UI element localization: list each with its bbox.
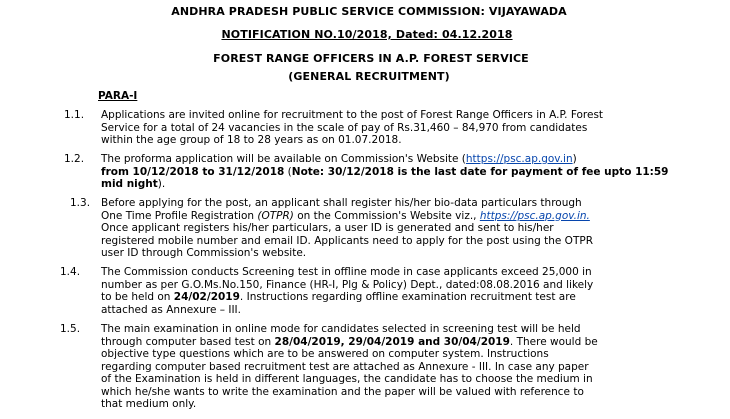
text-line — [101, 210, 649, 223]
text-line: The main examination in online mode for candidates selected in screening test will be held — [101, 323, 581, 335]
text-line — [101, 153, 649, 166]
text-line: number as per G.O.Ms.No.150, Finance (HR-I, Plg & Policy) Dept., dated:08.08.2016 and likely — [101, 278, 594, 291]
application-dates: from 10/12/2018 to 31/12/2018 — [101, 165, 285, 178]
text-line — [101, 178, 649, 191]
recruitment-type: (GENERAL RECRUITMENT) — [288, 70, 450, 83]
text-run: . There would be — [509, 335, 598, 348]
text-line — [101, 291, 649, 304]
text-run: ) — [572, 153, 577, 165]
text-line: objective type questions which are to be answered on computer system. Instructions — [101, 348, 549, 360]
text-line: which he/she wants to write the examination and the paper will be valued with reference to — [101, 385, 584, 398]
commission-heading: ANDHRA PRADESH PUBLIC SERVICE COMMISSION: VIJAYAWADA — [171, 5, 567, 18]
text-run: to be held on — [101, 291, 174, 303]
text-line: user ID through Commission's website. — [101, 247, 307, 259]
text-line — [101, 336, 649, 349]
main-exam-dates: 28/04/2019, 29/04/2019 and 30/04/2019 — [274, 335, 510, 348]
paragraph-number: 1.4. — [60, 266, 81, 278]
text-line: Service for a total of 24 vacancies in the scale of pay of Rs.31,460 – 84,970 from candidates — [101, 121, 588, 134]
text-line: registered mobile number and email ID. Applicants need to apply for the post using the OTPR — [101, 234, 593, 247]
text-run: through computer based test on — [101, 335, 275, 348]
text-run: . Instructions regarding offline examination recruitment test are — [239, 291, 576, 303]
paragraph-1-3 — [101, 197, 649, 260]
paragraph-number: 1.1. — [64, 109, 85, 121]
paragraph-1-1 — [101, 109, 649, 147]
text-line: that medium only. — [101, 398, 197, 410]
text-run: on the Commission's Website viz., — [293, 209, 480, 222]
fee-deadline-note-end: mid night — [101, 178, 158, 190]
text-line: Applications are invited online for recruitment to the post of Forest Range Officers in A.P. Forest — [101, 109, 604, 121]
otpr-term: (OTPR) — [257, 209, 294, 222]
notification-heading: NOTIFICATION NO.10/2018, Dated: 04.12.2018 — [221, 28, 513, 41]
text-line: Once applicant registers his/her particulars, a user ID is generated and sent to his/her — [101, 222, 554, 234]
text-line: The Commission conducts Screening test in offline mode in case applicants exceed 25,000 in — [101, 266, 592, 278]
text-line: of the Examination is held in different languages, the candidate has to choose the medium in — [101, 373, 593, 385]
text-run: ). — [157, 178, 166, 190]
paragraph-1-4 — [101, 266, 649, 316]
paragraph-1-5 — [101, 323, 649, 411]
text-line: attached as Annexure – III. — [101, 303, 241, 316]
text-line: Before applying for the post, an applicant shall register his/her bio-data particulars through — [101, 197, 582, 209]
text-line — [101, 165, 669, 179]
paragraph-1-2 — [101, 153, 669, 191]
fee-deadline-note: Note: 30/12/2018 is the last date for payment of fee upto 11:59 — [291, 165, 669, 178]
paragraph-number: 1.2. — [64, 153, 85, 165]
screening-test-date: 24/02/2019 — [173, 291, 240, 303]
commission-website-link[interactable]: https://psc.ap.gov.in. — [479, 209, 590, 222]
text-run: One Time Profile Registration — [101, 209, 258, 222]
paragraph-number: 1.3. — [70, 197, 91, 209]
commission-website-link[interactable]: https://psc.ap.gov.in — [465, 153, 573, 165]
paragraph-number: 1.5. — [60, 323, 81, 335]
text-line: regarding computer based recruitment test are attached as Annexure - III. In case any paper — [101, 360, 589, 373]
text-run: The proforma application will be available on Commission's Website ( — [101, 153, 466, 165]
text-run: ( — [284, 165, 292, 178]
section-label: PARA-I — [98, 90, 138, 102]
post-title: FOREST RANGE OFFICERS IN A.P. FOREST SERVICE — [213, 52, 529, 65]
text-line: within the age group of 18 to 28 years as on 01.07.2018. — [101, 134, 402, 146]
